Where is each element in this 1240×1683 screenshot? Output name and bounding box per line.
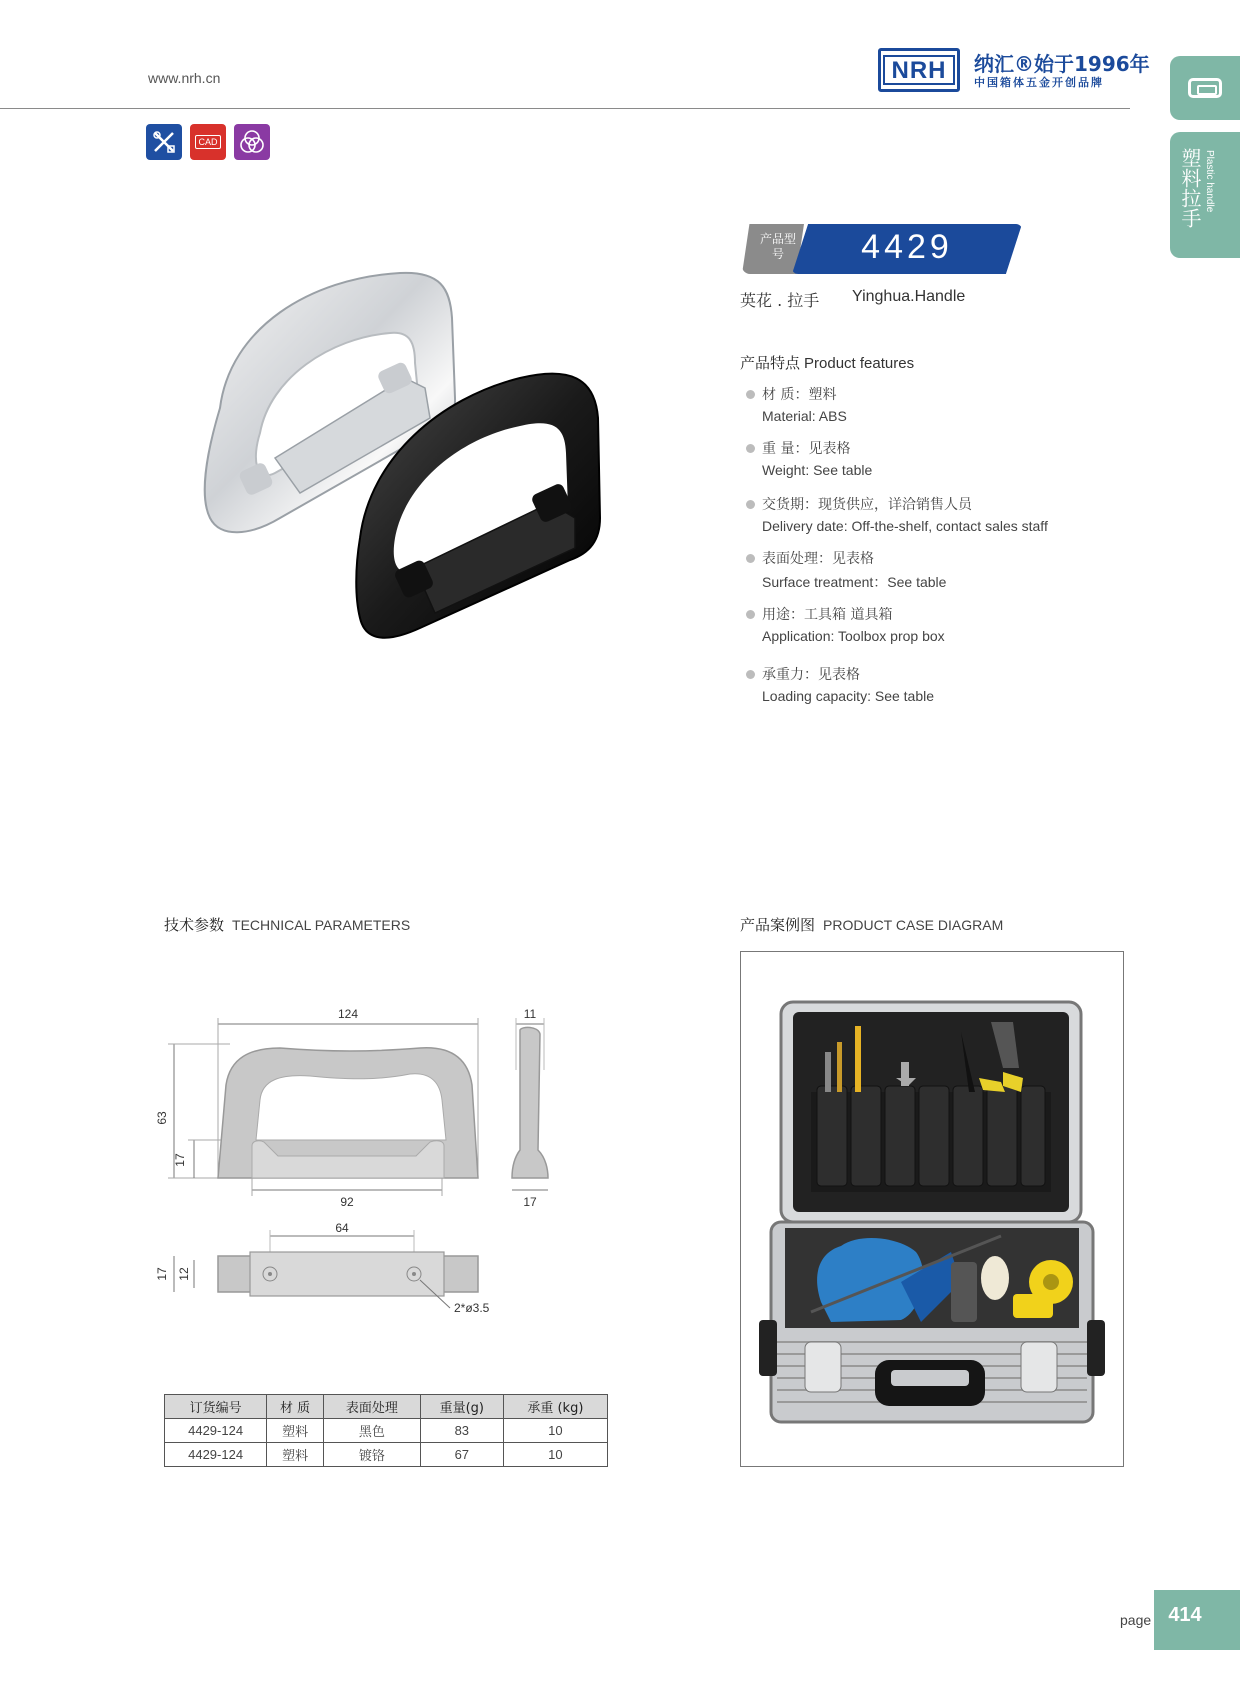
col-order-no: 订货编号	[165, 1395, 267, 1419]
feature-cn: 用途：工具箱 道具箱	[762, 607, 893, 623]
bullet-icon	[746, 610, 755, 619]
dim-depth-top: 11	[523, 1007, 537, 1021]
site-url[interactable]: www.nrh.cn	[148, 70, 221, 86]
technical-heading	[164, 914, 410, 935]
cad-icon-label: CAD	[195, 135, 220, 149]
case-heading	[740, 914, 1003, 935]
product-photo	[190, 268, 670, 688]
cell-load: 10	[503, 1443, 607, 1467]
feature-en: Delivery date: Off-the-shelf, contact sales staff	[762, 518, 1048, 534]
feature-en: Weight: See table	[762, 462, 873, 478]
feature-en: Surface treatment：See table	[762, 574, 947, 590]
spec-table	[164, 1394, 608, 1467]
brand-tagline-main: 纳汇®始于1996年	[974, 52, 1150, 76]
model-number: 4429	[861, 228, 953, 266]
page-label: page	[1120, 1612, 1152, 1628]
nrh-logo-box	[878, 48, 960, 92]
feature-en: Loading capacity: See table	[762, 688, 935, 704]
category-label-cn: 塑料拉手	[1178, 148, 1202, 228]
case-photo-frame	[740, 951, 1124, 1467]
side-tab-icon[interactable]	[1170, 56, 1240, 120]
category-label-en: Plastic handle	[1204, 150, 1215, 213]
col-finish: 表面处理	[324, 1395, 421, 1419]
table-row	[165, 1419, 608, 1443]
dim-height: 63	[155, 1111, 169, 1125]
cell-weight: 83	[420, 1419, 503, 1443]
product-name-en: Yinghua.Handle	[852, 288, 966, 305]
handle-opening-front	[256, 1074, 446, 1140]
technical-heading-cn: 技术参数	[164, 916, 225, 934]
page-number: 414	[1168, 1604, 1202, 1626]
dim-depth-bottom: 17	[523, 1195, 537, 1209]
feature-en: Application: Toolbox prop box	[762, 628, 945, 644]
brand-logo	[878, 48, 1150, 92]
features-heading	[740, 352, 914, 373]
cell-order-no: 4429-124	[165, 1443, 267, 1467]
cell-order-no: 4429-124	[165, 1419, 267, 1443]
bullet-icon	[746, 500, 755, 509]
product-name-cn: 英花 . 拉手	[740, 291, 820, 310]
technical-drawing	[155, 1000, 600, 1320]
feature-cn: 承重力：见表格	[762, 667, 860, 683]
feature-cn: 材 质：塑料	[762, 387, 837, 403]
nrh-logo-text: NRH	[883, 55, 955, 85]
technical-heading-en: TECHNICAL PARAMETERS	[232, 917, 411, 933]
table-header-row	[165, 1395, 608, 1419]
case-heading-en: PRODUCT CASE DIAGRAM	[823, 917, 1004, 933]
dim-inner: 92	[340, 1195, 354, 1209]
circles-icon[interactable]	[234, 124, 270, 160]
bullet-icon	[746, 670, 755, 679]
header-divider	[0, 108, 1130, 109]
col-material: 材 质	[267, 1395, 324, 1419]
dim-bottom-inner: 12	[177, 1267, 191, 1281]
bullet-icon	[746, 554, 755, 563]
dim-hole-spacing: 64	[335, 1221, 349, 1235]
cell-finish: 镀铬	[324, 1443, 421, 1467]
feature-cn: 表面处理：见表格	[762, 551, 874, 567]
dim-base: 17	[173, 1153, 187, 1167]
cell-material: 塑料	[267, 1443, 324, 1467]
cell-load: 10	[503, 1419, 607, 1443]
brand-tagline-sub: 中国箱体五金开创品牌	[974, 76, 1104, 89]
tools-icon[interactable]	[146, 124, 182, 160]
toolbox-photo	[751, 982, 1113, 1442]
cell-finish: 黑色	[324, 1419, 421, 1443]
top-icon-row	[146, 124, 270, 160]
table-row	[165, 1443, 608, 1467]
features-heading-en: Product features	[804, 355, 915, 372]
case-heading-cn: 产品案例图	[740, 916, 816, 934]
col-load: 承重 (kg)	[503, 1395, 607, 1419]
feature-cn: 重 量：见表格	[762, 441, 851, 457]
cell-material: 塑料	[267, 1419, 324, 1443]
handle-outline-side	[512, 1027, 548, 1178]
col-weight: 重量(g)	[420, 1395, 503, 1419]
dim-width: 124	[337, 1007, 359, 1021]
feature-cn: 交货期：现货供应，详洽销售人员	[762, 497, 972, 513]
cell-weight: 67	[420, 1443, 503, 1467]
dim-bottom-outer: 17	[155, 1267, 169, 1281]
features-heading-cn: 产品特点	[740, 354, 801, 372]
dim-holes: 2*ø3.5	[454, 1301, 490, 1315]
cad-icon[interactable]	[190, 124, 226, 160]
handle-icon	[1188, 78, 1222, 98]
feature-en: Material: ABS	[762, 408, 847, 424]
side-tab-category[interactable]	[1170, 132, 1240, 258]
bullet-icon	[746, 444, 755, 453]
bullet-icon	[746, 390, 755, 399]
model-tag-label: 产品型号	[760, 232, 797, 261]
